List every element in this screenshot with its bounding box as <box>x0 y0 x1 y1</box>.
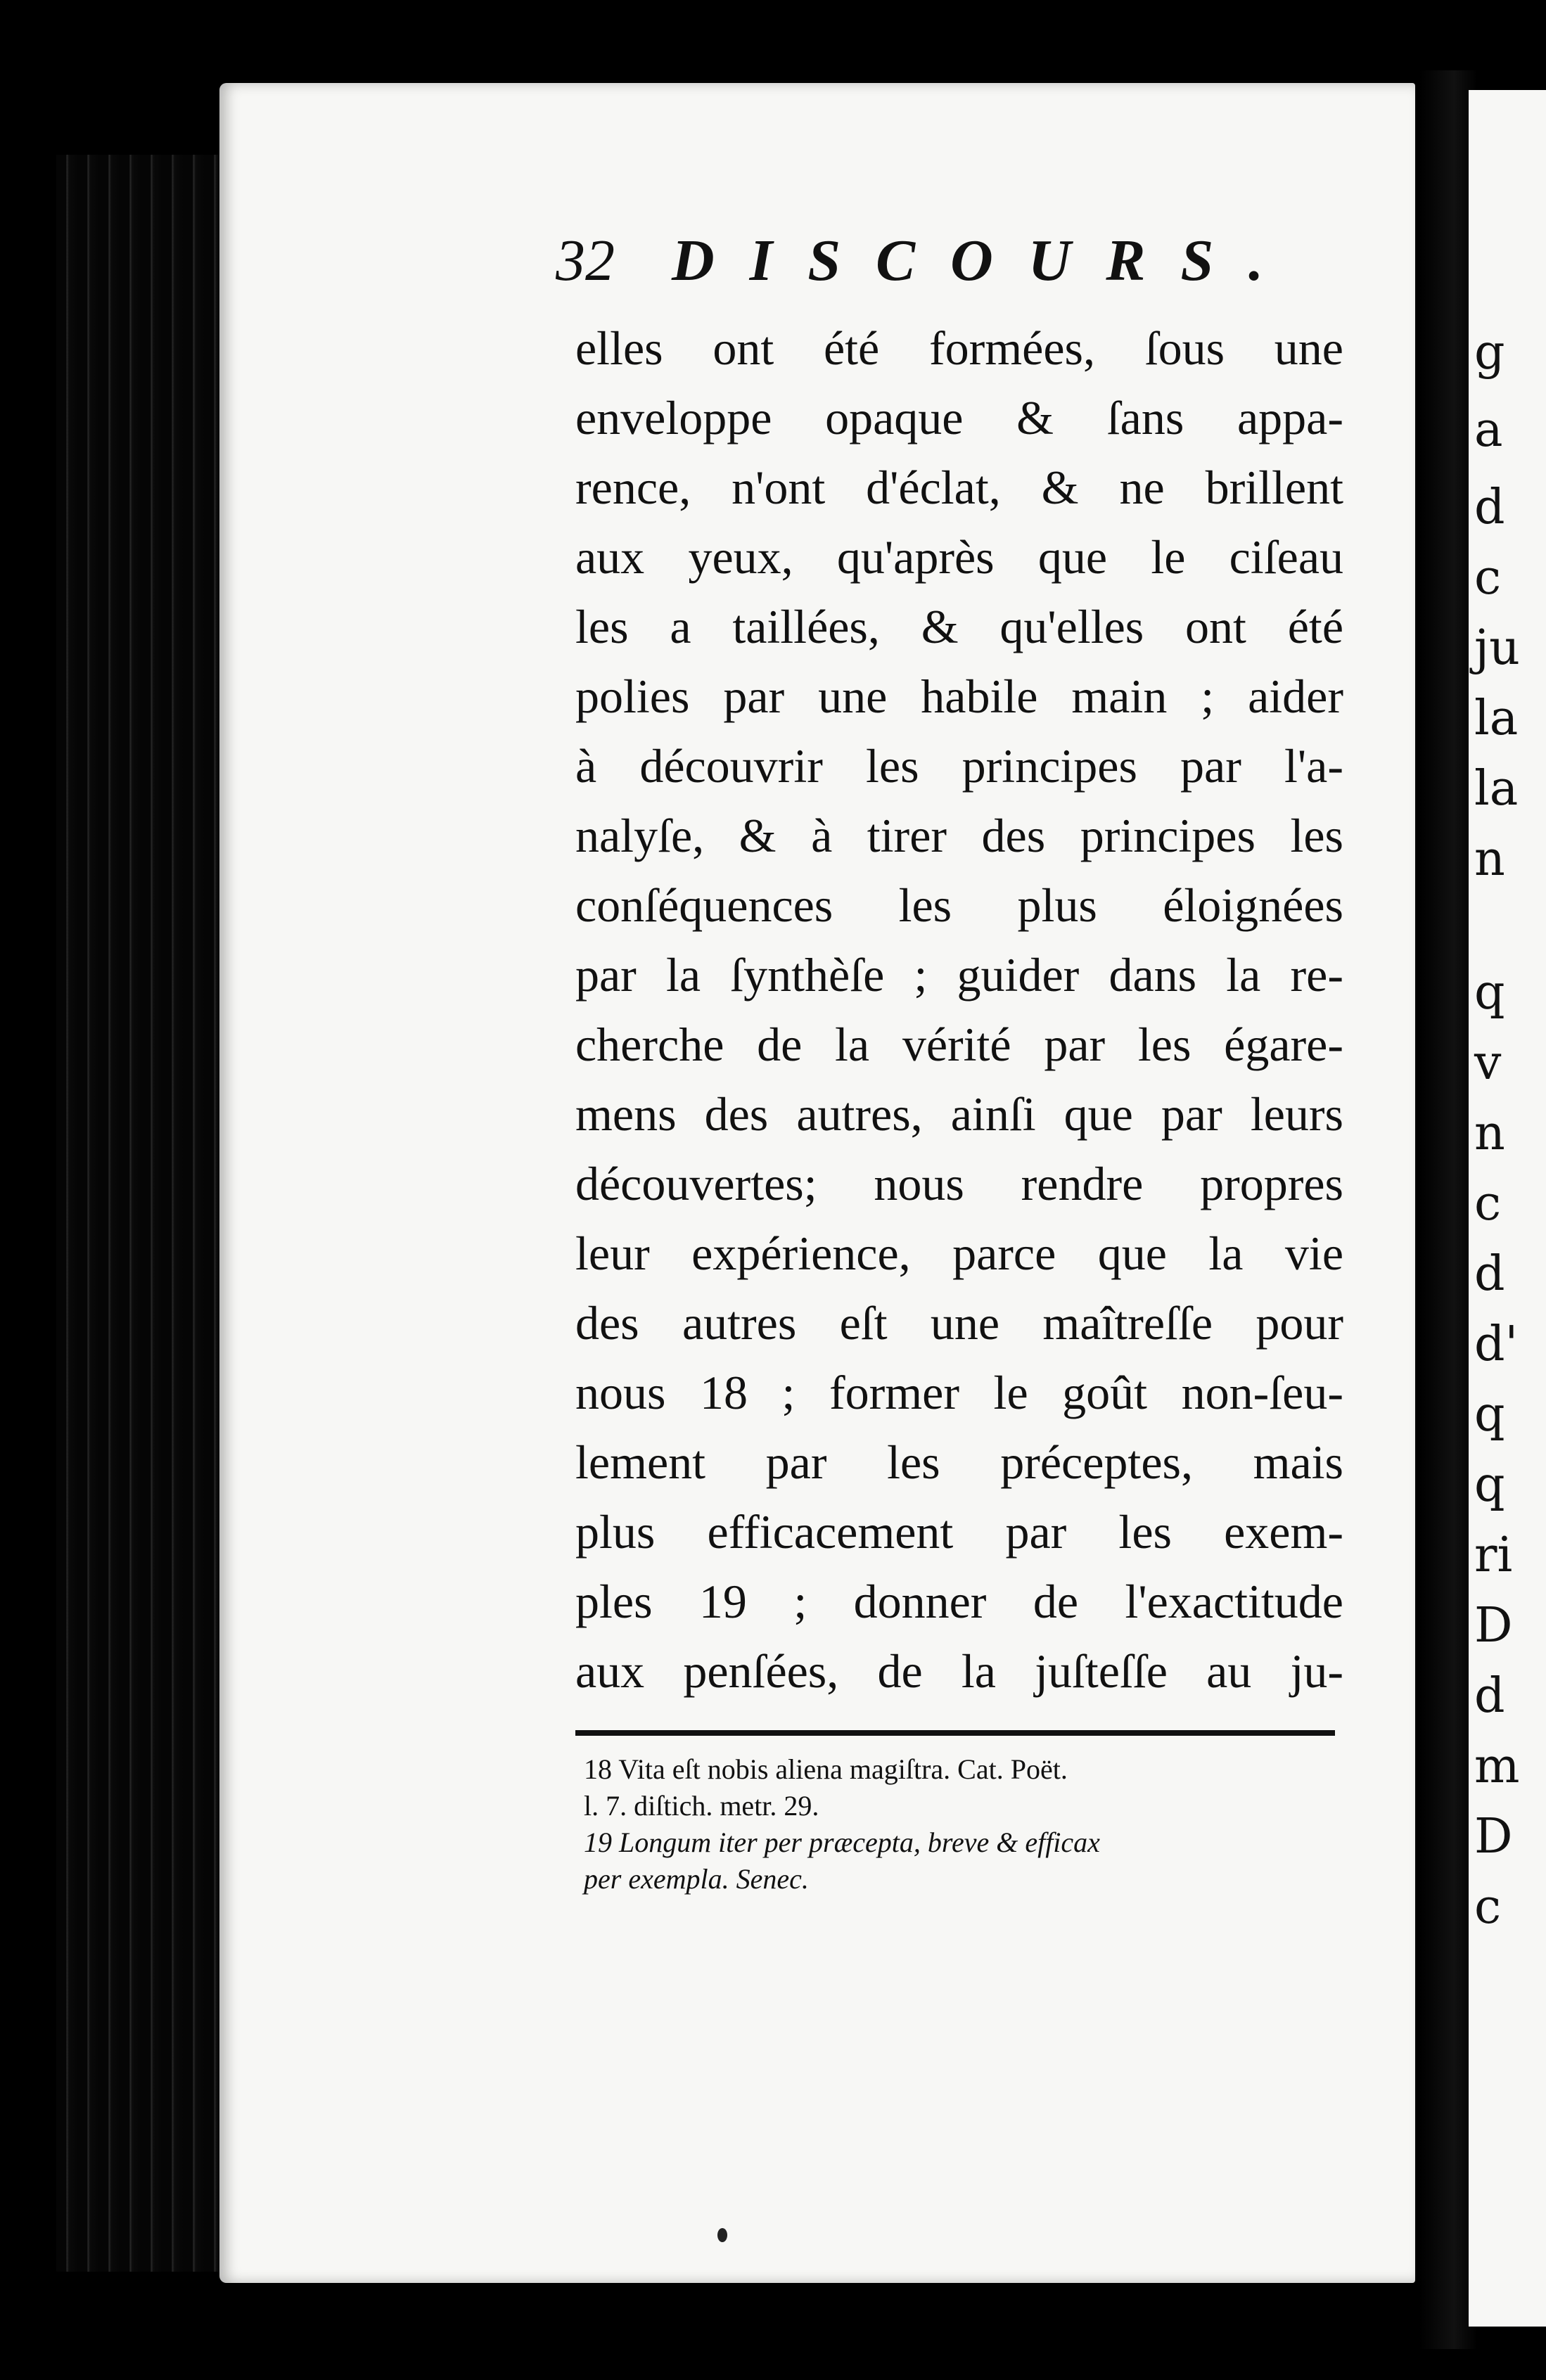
facing-page-fragment: n <box>1474 831 1505 887</box>
facing-page-fragment: c <box>1474 1879 1502 1935</box>
text-line: leur expérience, parce que la vie <box>575 1227 1343 1280</box>
text-line: découvertes; nous rendre propres <box>575 1157 1343 1210</box>
facing-page-fragment: D <box>1474 1598 1513 1653</box>
facing-page-fragment: q <box>1474 965 1505 1021</box>
text-line: à découvrir les principes par l'a- <box>575 739 1343 793</box>
facing-page-fragment: ju <box>1474 620 1520 676</box>
facing-page-fragment: D <box>1474 1809 1513 1864</box>
facing-page-fragment: d <box>1474 1668 1505 1724</box>
facing-page-fragment: ri <box>1474 1528 1513 1583</box>
facing-page-fragment: c <box>1474 550 1502 606</box>
footnote-line: per exempla. Senec. <box>584 1863 809 1895</box>
facing-page-fragment: n <box>1474 1106 1505 1161</box>
book-page-edges <box>56 155 225 2272</box>
text-line: aux penſées, de la juſteſſe au ju- <box>575 1644 1343 1698</box>
text-line: elles ont été formées, ſous une <box>575 321 1343 375</box>
text-line: conſéquences les plus éloignées <box>575 878 1343 932</box>
text-line: lement par les préceptes, mais <box>575 1435 1343 1489</box>
page-number: 32 <box>556 228 615 293</box>
facing-page-fragment: d <box>1474 480 1505 535</box>
footnote-line: 19 Longum iter per præcepta, breve & efficax <box>584 1826 1100 1858</box>
text-line: aux yeux, qu'après que le ciſeau <box>575 530 1343 584</box>
text-line: ples 19 ; donner de l'exactitude <box>575 1575 1343 1628</box>
text-line: cherche de la vérité par les égare- <box>575 1018 1343 1071</box>
text-line: des autres eſt une maîtreſſe pour <box>575 1296 1343 1350</box>
footnote-rule <box>575 1730 1335 1736</box>
facing-page-fragment: q <box>1474 1457 1505 1513</box>
text-line: enveloppe opaque & ſans appa- <box>575 391 1343 444</box>
text-line: par la ſynthèſe ; guider dans la re- <box>575 948 1343 1002</box>
facing-page-fragment: a <box>1474 402 1503 458</box>
footnotes <box>584 1751 1372 1898</box>
text-line: nalyſe, & à tirer des principes les <box>575 809 1343 862</box>
facing-page-fragment: g <box>1474 325 1505 380</box>
text-line: nous 18 ; former le goût non-ſeu- <box>575 1366 1343 1419</box>
facing-page-fragment: q <box>1474 1387 1505 1442</box>
text-line: polies par une habile main ; aider <box>575 670 1343 723</box>
footnote-line: l. 7. diſtich. metr. 29. <box>584 1790 819 1822</box>
text-line: rence, n'ont d'éclat, & ne brillent <box>575 461 1343 514</box>
body-text <box>575 314 1343 1706</box>
facing-page-fragment: d <box>1474 1246 1505 1302</box>
facing-page-fragment: m <box>1474 1739 1520 1794</box>
running-title: DISCOURS. <box>672 228 1299 293</box>
facing-page-fragment: la <box>1474 761 1519 817</box>
text-line: les a taillées, & qu'elles ont été <box>575 600 1343 653</box>
text-line: mens des autres, ainſi que par leurs <box>575 1087 1343 1141</box>
printer-ornament-dot <box>717 2228 727 2242</box>
text-line: plus efficacement par les exem- <box>575 1505 1343 1559</box>
facing-page-fragment: la <box>1474 691 1519 746</box>
facing-page-edge <box>1469 90 1546 2327</box>
facing-page-fragment: v <box>1474 1035 1502 1091</box>
footnote-line: 18 Vita eſt nobis aliena magiſtra. Cat. Poët. <box>584 1753 1068 1785</box>
running-head <box>556 226 1298 295</box>
facing-page-fragment: c <box>1474 1176 1502 1231</box>
facing-page-fragment: d' <box>1474 1317 1519 1372</box>
